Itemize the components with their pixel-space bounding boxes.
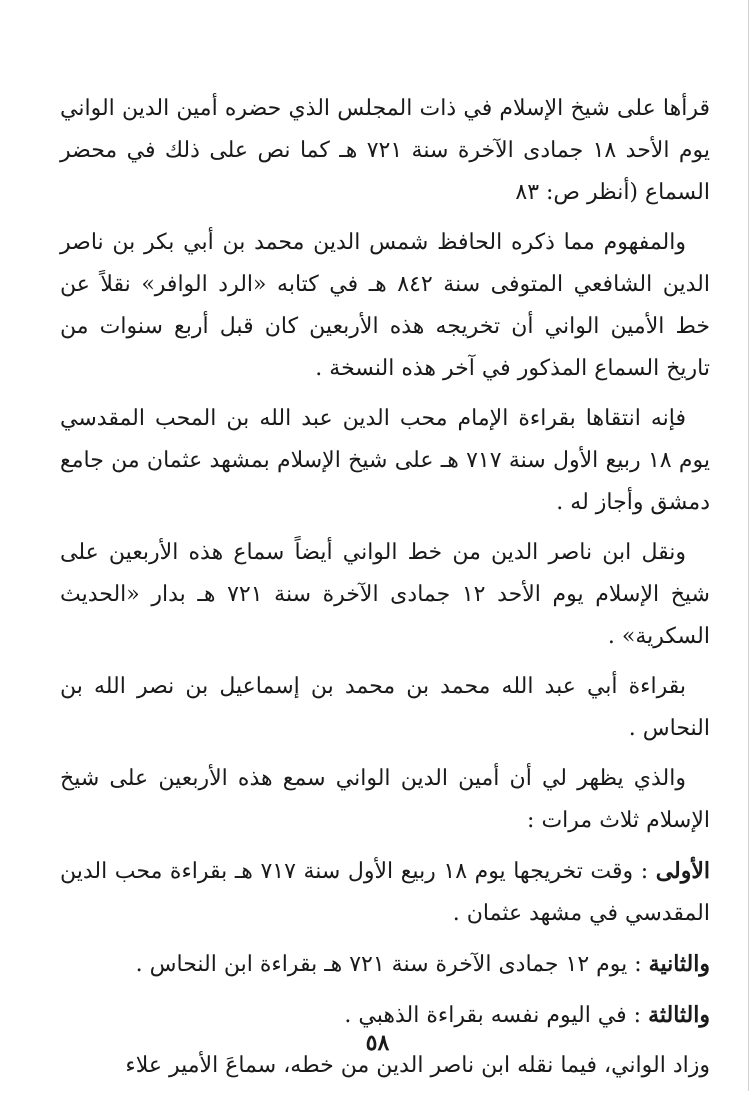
paragraph-3: فإنه انتقاها بقراءة الإمام محب الدين عبد الله بن المحب المقدسي يوم ١٨ ربيع الأول سنة ٧١٧ هـ على شيخ الإسلام بمشهد عثمان من جامع دمشق وأجاز له .	[60, 406, 710, 515]
paragraph-last: وزاد الواني، فيما نقله ابن ناصر الدين من خطه، سماعَ الأمير علاء	[125, 1053, 710, 1078]
list-item-text: : يوم ١٢ جمادى الآخرة سنة ٧٢١ هـ بقراءة ابن النحاس .	[135, 952, 642, 977]
list-item-second	[60, 943, 710, 986]
page-edge-line	[748, 0, 749, 1091]
paragraph-1: قرأها على شيخ الإسلام في ذات المجلس الذي حضره أمين الدين الواني يوم الأحد ١٨ جمادى الآخرة سنة ٧٢١ هـ كما نص على ذلك في محضر السماع (أنظر ص: ٨٣	[60, 96, 710, 205]
paragraph-5: بقراءة أبي عبد الله محمد بن محمد بن إسماعيل بن نصر الله بن النحاس .	[60, 674, 710, 741]
list-item-text: : وقت تخريجها يوم ١٨ ربيع الأول سنة ٧١٧ هـ بقراءة محب الدين المقدسي في مشهد عثمان .	[60, 859, 710, 926]
list-item-first	[60, 850, 710, 935]
list-item-lead: والثانية	[648, 951, 710, 977]
page-body	[60, 88, 710, 1095]
paragraph-2: والمفهوم مما ذكره الحافظ شمس الدين محمد بن أبي بكر بن ناصر الدين الشافعي المتوفى سنة ٨٤٢ هـ في كتابه «الرد الوافر» نقلاً عن خط الأمين الواني أن تخريجه هذه الأربعين كان قبل أربع سنوات من تاريخ السماع المذكور في آخر هذه النسخة .	[60, 230, 710, 381]
paragraph-4: ونقل ابن ناصر الدين من خط الواني أيضاً سماع هذه الأربعين على شيخ الإسلام يوم الأحد ١٢ جمادى الآخرة سنة ٧٢١ هـ بدار «الحديث السكرية» .	[60, 540, 710, 649]
paragraph-6: والذي يظهر لي أن أمين الدين الواني سمع هذه الأربعين على شيخ الإسلام ثلاث مرات :	[60, 766, 710, 833]
page-number: ٥٨	[365, 1030, 390, 1056]
list-item-lead: والثالثة	[648, 1002, 710, 1028]
list-item-lead: الأولى	[655, 858, 711, 884]
list-item-text: : في اليوم نفسه بقراءة الذهبي .	[344, 1003, 642, 1028]
